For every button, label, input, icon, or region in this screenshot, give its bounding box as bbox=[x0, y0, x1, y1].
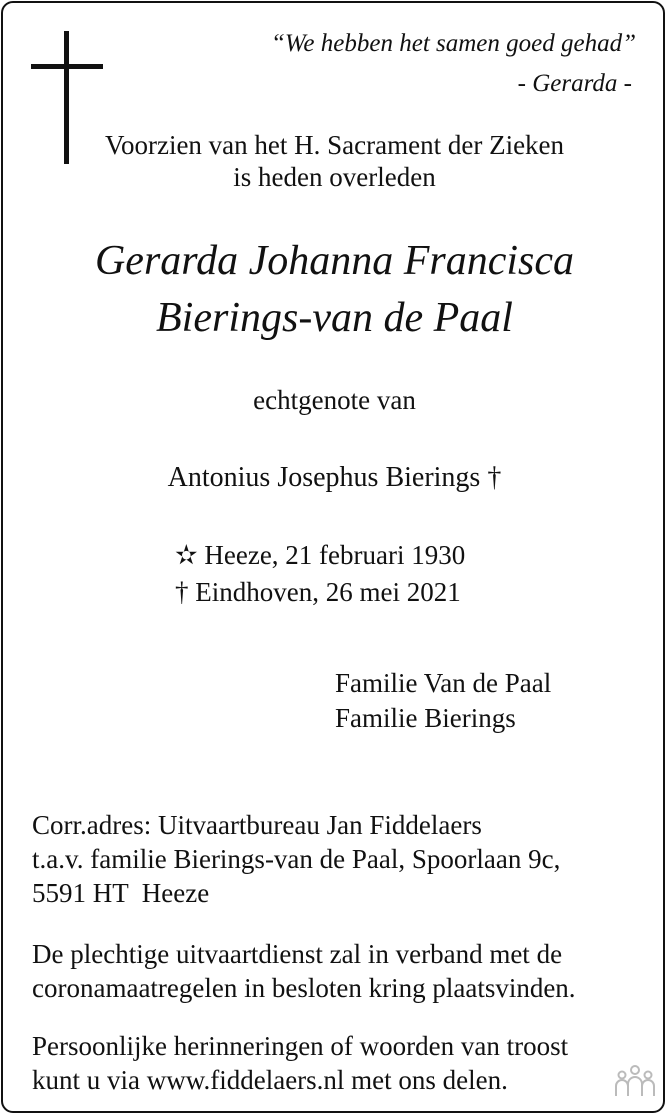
birth-date: ✫ Heeze, 21 februari 1930 bbox=[175, 540, 466, 570]
funeral-service-notice: De plechtige uitvaartdienst zal in verband met de coronamaatregelen in besloten kring plaatsvinden. bbox=[32, 939, 576, 1003]
deceased-name-line-2: Bierings-van de Paal bbox=[156, 295, 513, 341]
family-name: Familie Van de Paal bbox=[335, 668, 552, 698]
condolence-notice: Persoonlijke herinneringen of woorden van troost kunt u via www.fiddelaers.nl met ons delen. bbox=[32, 1031, 569, 1095]
death-date: † Eindhoven, 26 mei 2021 bbox=[175, 577, 461, 607]
people-group-icon bbox=[610, 1064, 660, 1098]
spouse-name: Antonius Josephus Bierings † bbox=[167, 462, 502, 493]
intro-line-2: is heden overleden bbox=[233, 162, 436, 192]
correspondence-address: Corr.adres: Uitvaartbureau Jan Fiddelaers t.a.v. familie Bierings-van de Paal, Spoorlaan 9c, 5591 HT Heeze bbox=[32, 810, 561, 908]
quote-author: - Gerarda - bbox=[517, 70, 632, 97]
family-name: Familie Bierings bbox=[335, 703, 516, 733]
quote-text: “We hebben het samen goed gehad” bbox=[271, 30, 636, 57]
spouse-label: echtgenote van bbox=[253, 385, 416, 415]
intro-line-1: Voorzien van het H. Sacrament der Zieken bbox=[104, 130, 565, 160]
deceased-name-line-1: Gerarda Johanna Francisca bbox=[94, 238, 575, 284]
